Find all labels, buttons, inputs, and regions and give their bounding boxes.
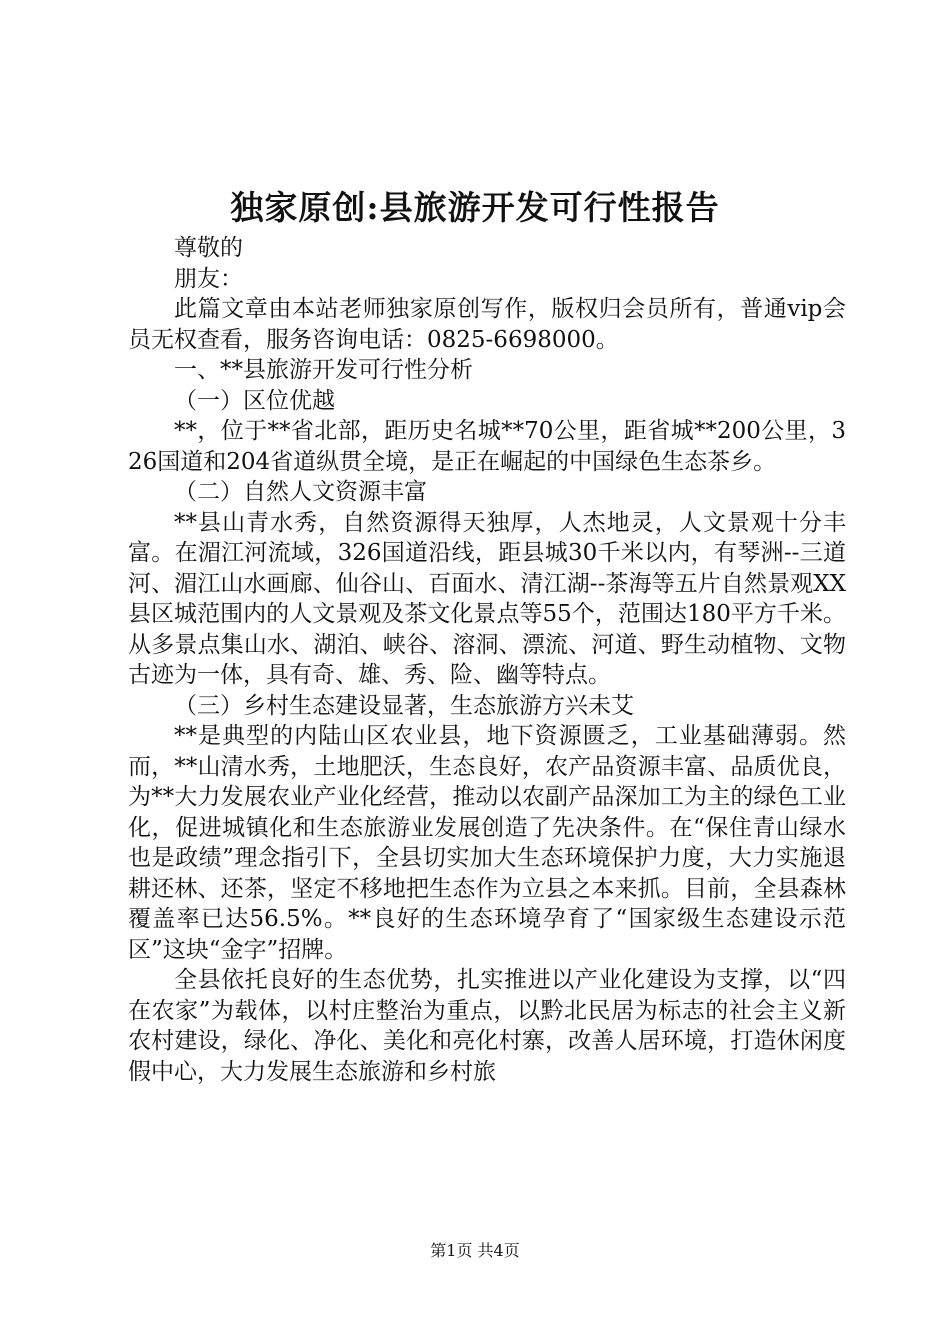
paragraph-resources: **县山青水秀，自然资源得天独厚，人杰地灵，人文景观十分丰富。在湄江河流域，326国道沿线，距县城30千米以内，有琴洲--三道河、湄江山水画廊、仙谷山、百面水、清江湖--茶海等五片自然景观XX县区城范围内的人文景观及茶文化景点等55个，范围达180平方千米。从多景点集山水、湖泊、峡谷、溶洞、漂流、河道、野生动植物、文物古迹为一体，具有奇、雄、秀、险、幽等特点。 bbox=[128, 509, 846, 688]
subsection-heading-1: （一）区位优越 bbox=[174, 387, 335, 414]
document-title: 独家原创:县旅游开发可行性报告 bbox=[230, 188, 720, 227]
paragraph-rural-construction: 全县依托良好的生态优势，扎实推进以产业化建设为支撑，以“四在农家”为载体，以村庄整治为重点，以黔北民居为标志的社会主义新农村建设，绿化、净化、美化和亮化村寨，改善人居环境，打造休闲度假中心，大力发展生态旅游和乡村旅 bbox=[128, 967, 846, 1085]
page-footer: 第1页 共4页 bbox=[430, 1241, 520, 1260]
subsection-heading-2: （二）自然人文资源丰富 bbox=[174, 479, 427, 505]
document-body bbox=[128, 233, 846, 1087]
paragraph-ecology: **是典型的内陆山区农业县，地下资源匮乏，工业基础薄弱。然而，**山清水秀，土地肥沃，生态良好，农产品资源丰富、品质优良，为**大力发展农业产业化经营，推动以农副产品深加工为主的绿色工业化，促进城镇化和生态旅游业发展创造了先决条件。在“保住青山绿水也是政绩”理念指引下，全县切实加大生态环境保护力度，大力实施退耕还林、还茶，坚定不移地把生态作为立县之本来抓。目前，全县森林覆盖率已达56.5%。**良好的生态环境孕育了“国家级生态建设示范区”这块“金字”招牌。 bbox=[128, 723, 846, 963]
paragraph-greeting-1: 尊敬的 bbox=[174, 235, 243, 261]
subsection-heading-3: （三）乡村生态建设显著，生态旅游方兴未艾 bbox=[174, 692, 634, 719]
paragraph-copyright-notice: 此篇文章由本站老师独家原创写作，版权归会员所有，普通vip会员无权查看，服务咨询电话：0825-6698000。 bbox=[128, 296, 846, 353]
section-heading-1: 一、**县旅游开发可行性分析 bbox=[174, 357, 473, 383]
paragraph-location: **，位于**省北部，距历史名城**70公里，距省城**200公里，326国道和204省道纵贯全境，是正在崛起的中国绿色生态茶乡。 bbox=[128, 418, 846, 475]
paragraph-greeting-2: 朋友： bbox=[174, 265, 243, 292]
